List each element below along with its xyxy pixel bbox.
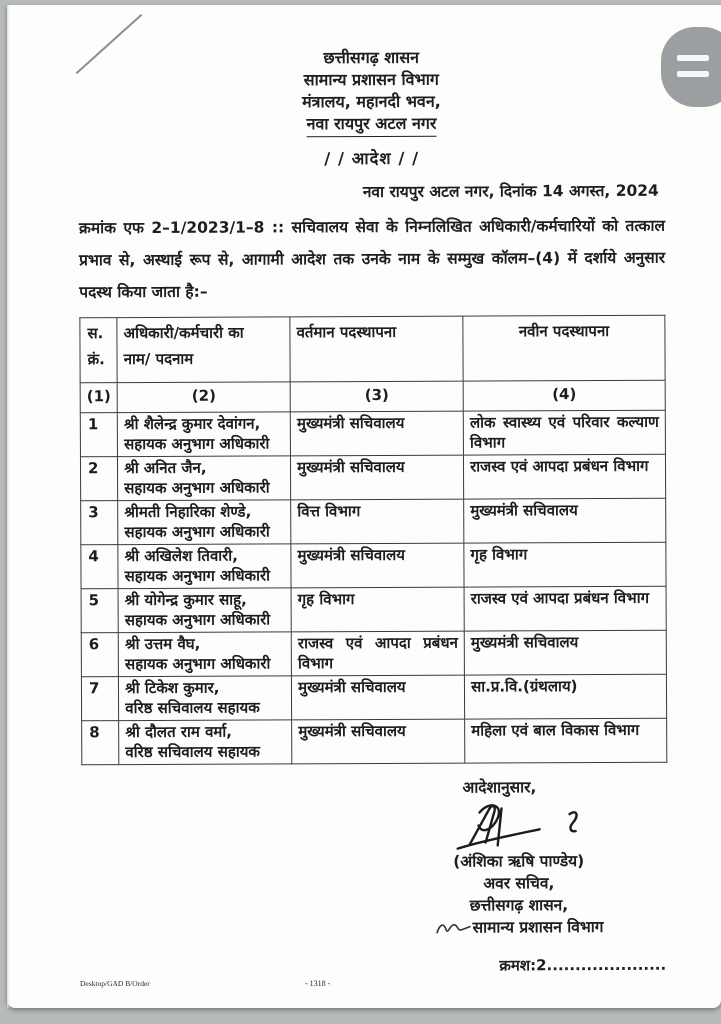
cell-new-posting: राजस्व एवं आपदा प्रबंधन विभाग [464, 454, 666, 499]
cell-officer-name: श्री उत्तम वैघ, [124, 634, 201, 654]
cell-officer-designation: सहायक अनुभाग अधिकारी [124, 609, 271, 629]
col-number-4: (4) [463, 380, 665, 411]
header-new-posting: नवीन पदस्थापना [463, 315, 665, 381]
cell-current-posting: मुख्यमंत्री सचिवालय [291, 543, 464, 588]
col-number-2: (2) [117, 382, 290, 413]
cell-officer-name: श्री योगेन्द्र कुमार साहू, [124, 590, 247, 610]
cell-officer-name: श्री टिकेश कुमार, [125, 678, 220, 698]
table-row [81, 674, 666, 721]
menu-button[interactable] [661, 27, 721, 107]
cell-serial: 5 [81, 589, 118, 633]
footer-file-reference: Desktop/GAD B/Order [80, 979, 150, 988]
signature-block [373, 776, 664, 939]
table-row [80, 454, 665, 501]
cell-new-posting: लोक स्वास्थ्य एवं परिवार कल्याण विभाग [463, 410, 665, 455]
cell-officer-designation: सहायक अनुभाग अधिकारी [124, 565, 270, 585]
cell-new-posting: मुख्यमंत्री सचिवालय [464, 498, 666, 543]
signatory-dept: सामान्य प्रशासन विभाग [472, 917, 604, 937]
cell-officer-name: श्री शैलेन्द्र कुमार देवांगन, [123, 414, 261, 434]
page-footer [7, 979, 721, 993]
org-line-city: नवा रायपुर अटल नगर [307, 113, 437, 138]
signatory-name: (अंशिका ऋषि पाण्डेय) [453, 852, 585, 871]
col-number-1: (1) [80, 383, 117, 413]
place-date-line: नवा रायपुर अटल नगर, दिनांक 14 अगस्त, 2024 [362, 181, 659, 202]
cell-officer-name: श्री अनित जैन, [124, 458, 207, 478]
org-line-department: सामान्य प्रशासन विभाग [303, 69, 439, 90]
cell-serial: 4 [81, 545, 118, 589]
table-row [81, 630, 666, 677]
header-current-posting: वर्तमान पदस्थापना [290, 316, 463, 382]
letterhead [78, 46, 664, 139]
cell-serial: 1 [80, 413, 117, 457]
org-line-building: मंत्रालय, महानदी भवन, [302, 91, 441, 112]
cell-officer-name: श्री अखिलेश तिवारी, [124, 546, 238, 566]
table-header-row [80, 315, 665, 383]
table-row [81, 542, 666, 589]
cell-officer-designation: सहायक अनुभाग अधिकारी [124, 653, 271, 673]
signatory-title: अवर सचिव, [483, 874, 555, 893]
cell-officer-name: श्रीमती निहारिका शेण्डे, [124, 502, 252, 522]
cell-current-posting: वित्त विभाग [291, 499, 464, 544]
initials-scribble [435, 920, 471, 936]
order-body-paragraph: क्रमांक एफ 2–1/2023/1–8 :: सचिवालय सेवा के निम्नलिखित अधिकारी/कर्मचारियों को तत्काल प्रभाव से, अस्थाई रूप से, आगामी आदेश तक उनके नाम के सम्मुख कॉलम–(4) में दर्शाये अनुसार पदस्थ किया जाता है:– [78, 216, 666, 302]
signatory-dept-line [374, 916, 664, 939]
cell-serial: 2 [80, 457, 117, 501]
signature-scribble [423, 798, 613, 851]
cell-current-posting: मुख्यमंत्री सचिवालय [291, 455, 464, 500]
order-heading: / / आदेश / / [324, 148, 420, 169]
table-row [82, 718, 667, 765]
cell-serial: 6 [81, 633, 118, 677]
cell-current-posting: राजस्व एवं आपदा प्रबंधन विभाग [291, 631, 464, 676]
cell-serial: 8 [82, 721, 119, 765]
header-name: अधिकारी/कर्मचारी का नाम/ पदनाम [117, 317, 290, 383]
cell-officer-designation: वरिष्ठ सचिवालय सहायक [125, 741, 260, 761]
cell-officer-name: श्री दौलत राम वर्मा, [125, 722, 233, 742]
org-line-government: छत्तीसगढ़ शासन [323, 47, 420, 68]
header-serial: स. क्रं. [80, 318, 117, 383]
cell-officer-designation: सहायक अनुभाग अधिकारी [124, 433, 270, 453]
cell-new-posting: सा.प्र.वि.(ग्रंथलाय) [465, 674, 667, 719]
cell-new-posting: महिला एवं बाल विकास विभाग [465, 718, 667, 763]
cell-current-posting: मुख्यमंत्री सचिवालय [290, 411, 463, 456]
signature-byline: आदेशानुसार, [462, 778, 537, 797]
col-number-3: (3) [290, 381, 463, 412]
footer-page-number: - 1318 - [305, 979, 331, 988]
document-page [7, 5, 721, 1008]
document-content [78, 4, 668, 978]
cell-serial: 7 [81, 677, 118, 721]
cell-officer-designation: सहायक अनुभाग अधिकारी [124, 477, 270, 497]
cell-current-posting: गृह विभाग [291, 587, 464, 632]
cell-serial: 3 [81, 501, 118, 545]
cell-new-posting: गृह विभाग [464, 542, 666, 587]
cell-new-posting: मुख्यमंत्री सचिवालय [464, 630, 666, 675]
cell-officer-designation: वरिष्ठ सचिवालय सहायक [125, 697, 260, 717]
table-row [80, 410, 665, 457]
cell-officer-designation: सहायक अनुभाग अधिकारी [124, 521, 270, 541]
signatory-org: छत्तीसगढ़ शासन, [469, 896, 569, 915]
cell-new-posting: राजस्व एवं आपदा प्रबंधन विभाग [464, 586, 666, 631]
cell-current-posting: मुख्यमंत्री सचिवालय [292, 719, 465, 764]
column-number-row [80, 380, 665, 413]
cell-current-posting: मुख्यमंत्री सचिवालय [292, 675, 465, 720]
table-row [81, 586, 666, 633]
posting-table [79, 315, 667, 766]
continuation-note: क्रमश:2..................... [499, 955, 667, 975]
table-row [81, 498, 666, 545]
